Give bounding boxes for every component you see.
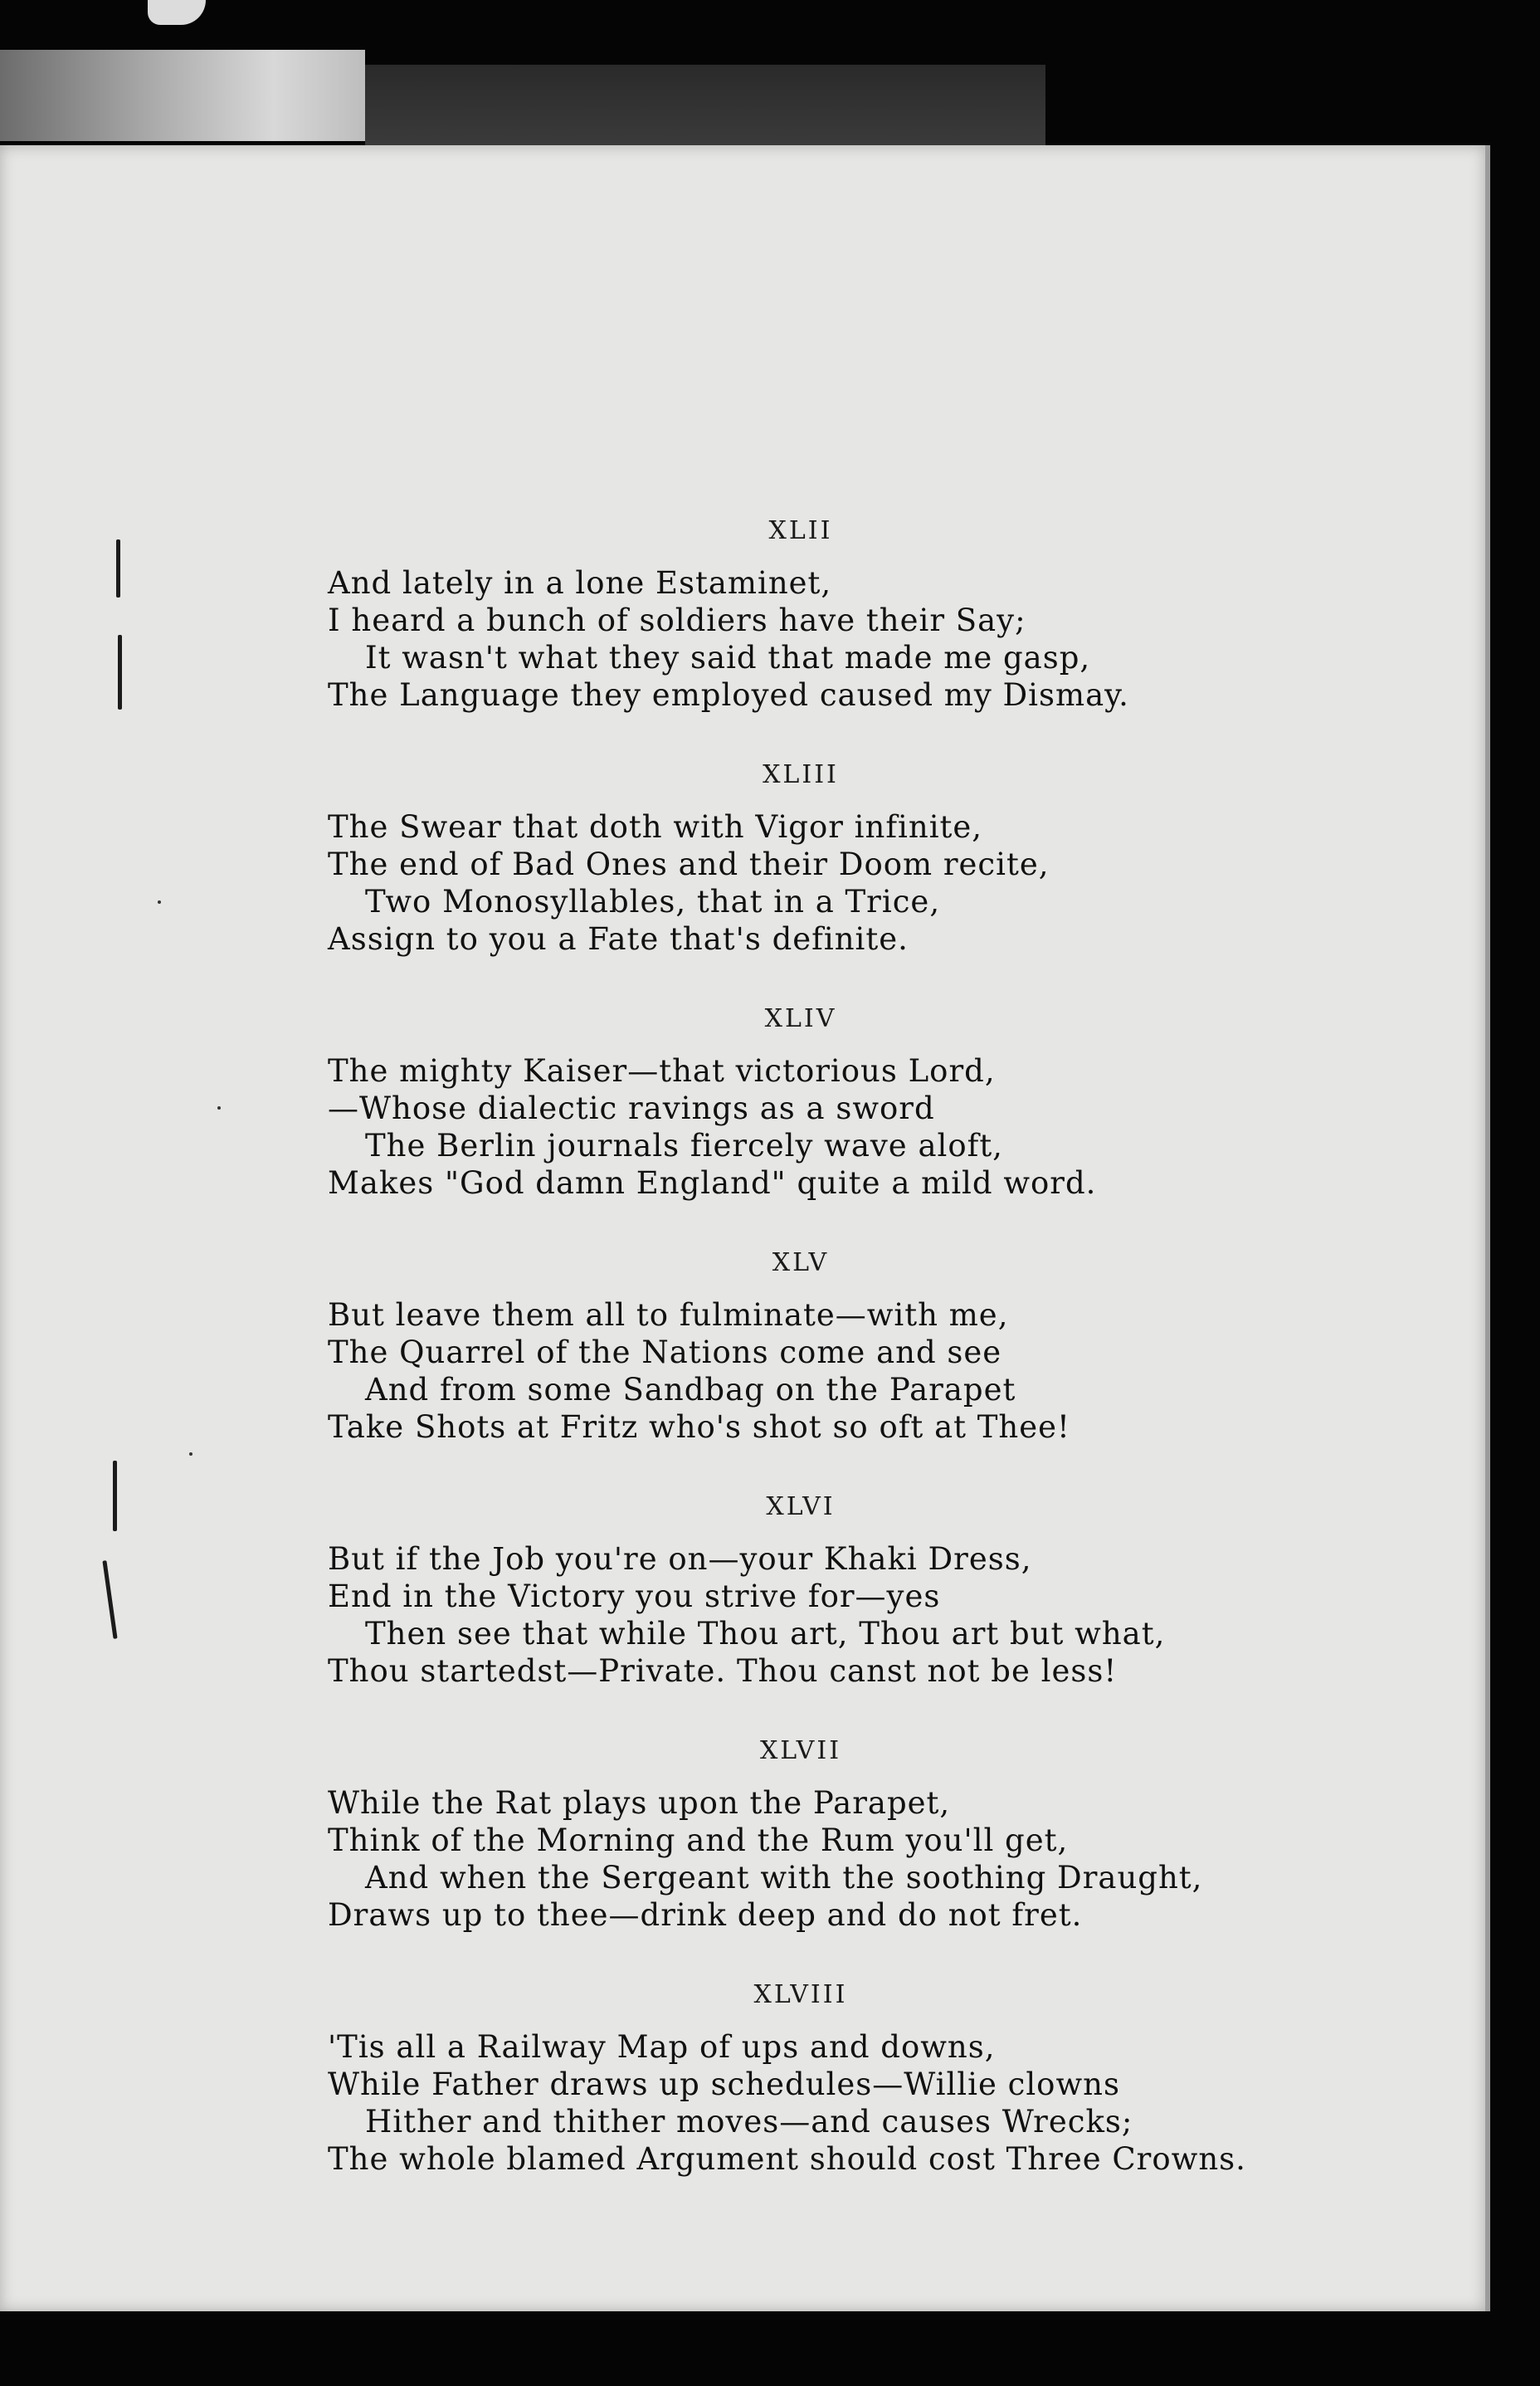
stanza	[328, 1726, 1274, 1970]
verse-line: The end of Bad Ones and their Doom recite,	[328, 847, 1050, 882]
stanza	[328, 994, 1274, 1238]
verse-line: Hither and thither moves—and causes Wrecks;	[365, 2104, 1133, 2140]
stanza-numeral: XLVIII	[753, 1980, 848, 2009]
speck	[189, 1452, 192, 1456]
verse-line: But if the Job you're on—your Khaki Dress,	[328, 1541, 1032, 1577]
stanza-numeral: XLIV	[764, 1004, 837, 1033]
verse-line: The Quarrel of the Nations come and see	[328, 1335, 1002, 1370]
poem	[328, 506, 1274, 2214]
margin-mark	[116, 539, 120, 598]
margin-mark	[113, 1461, 117, 1531]
verse-line: Then see that while Thou art, Thou art but what,	[365, 1616, 1166, 1652]
stanza	[328, 1970, 1274, 2214]
verse-line: Thou startedst—Private. Thou canst not be less!	[328, 1653, 1118, 1689]
verse-line: Draws up to thee—drink deep and do not fret.	[328, 1897, 1083, 1933]
verse-line: End in the Victory you strive for—yes	[328, 1578, 941, 1614]
verse-line: And lately in a lone Estaminet,	[328, 565, 832, 601]
stanza-numeral: XLVI	[766, 1492, 836, 1521]
verse-line: The Swear that doth with Vigor infinite,	[328, 809, 983, 845]
verse-line: Take Shots at Fritz who's shot so oft at Thee!	[328, 1409, 1070, 1445]
film-edge-dark	[365, 65, 1045, 148]
stanza-numeral: XLIII	[763, 760, 839, 789]
margin-mark	[118, 635, 122, 710]
film-edge-light	[0, 50, 365, 141]
verse-line: It wasn't what they said that made me gasp,	[365, 640, 1091, 676]
film-bottom-edge	[0, 2311, 1540, 2386]
stanza	[328, 750, 1274, 994]
film-artifact	[148, 0, 206, 25]
verse-line: But leave them all to fulminate—with me,	[328, 1297, 1009, 1333]
stanza-numeral: XLV	[772, 1248, 830, 1277]
stanza	[328, 1482, 1274, 1726]
verse-line: Makes "God damn England" quite a mild word.	[328, 1165, 1097, 1201]
speck	[217, 1106, 221, 1110]
verse-line: And when the Sergeant with the soothing Draught,	[365, 1860, 1203, 1896]
verse-line: The Language they employed caused my Dismay.	[328, 677, 1129, 713]
verse-line: Two Monosyllables, that in a Trice,	[365, 884, 941, 920]
verse-line: The whole blamed Argument should cost Three Crowns.	[328, 2141, 1246, 2177]
verse-line: The Berlin journals fiercely wave aloft,	[365, 1128, 1003, 1164]
verse-line: The mighty Kaiser—that victorious Lord,	[328, 1053, 996, 1089]
verse-line: While Father draws up schedules—Willie clowns	[328, 2066, 1120, 2102]
margin-mark	[102, 1560, 117, 1639]
verse-line: I heard a bunch of soldiers have their Say;	[328, 603, 1026, 638]
verse-line: 'Tis all a Railway Map of ups and downs,	[328, 2029, 996, 2065]
verse-line: Think of the Morning and the Rum you'll get,	[328, 1822, 1069, 1858]
verse-line: And from some Sandbag on the Parapet	[365, 1372, 1016, 1408]
stanza	[328, 506, 1274, 750]
book-page	[0, 145, 1490, 2311]
stanza	[328, 1238, 1274, 1482]
speck	[158, 900, 161, 904]
verse-line: Assign to you a Fate that's definite.	[328, 921, 909, 957]
verse-line: —Whose dialectic ravings as a sword	[328, 1091, 935, 1126]
stanza-numeral: XLII	[768, 516, 833, 545]
verse-line: While the Rat plays upon the Parapet,	[328, 1785, 951, 1821]
stanza-numeral: XLVII	[759, 1736, 842, 1765]
